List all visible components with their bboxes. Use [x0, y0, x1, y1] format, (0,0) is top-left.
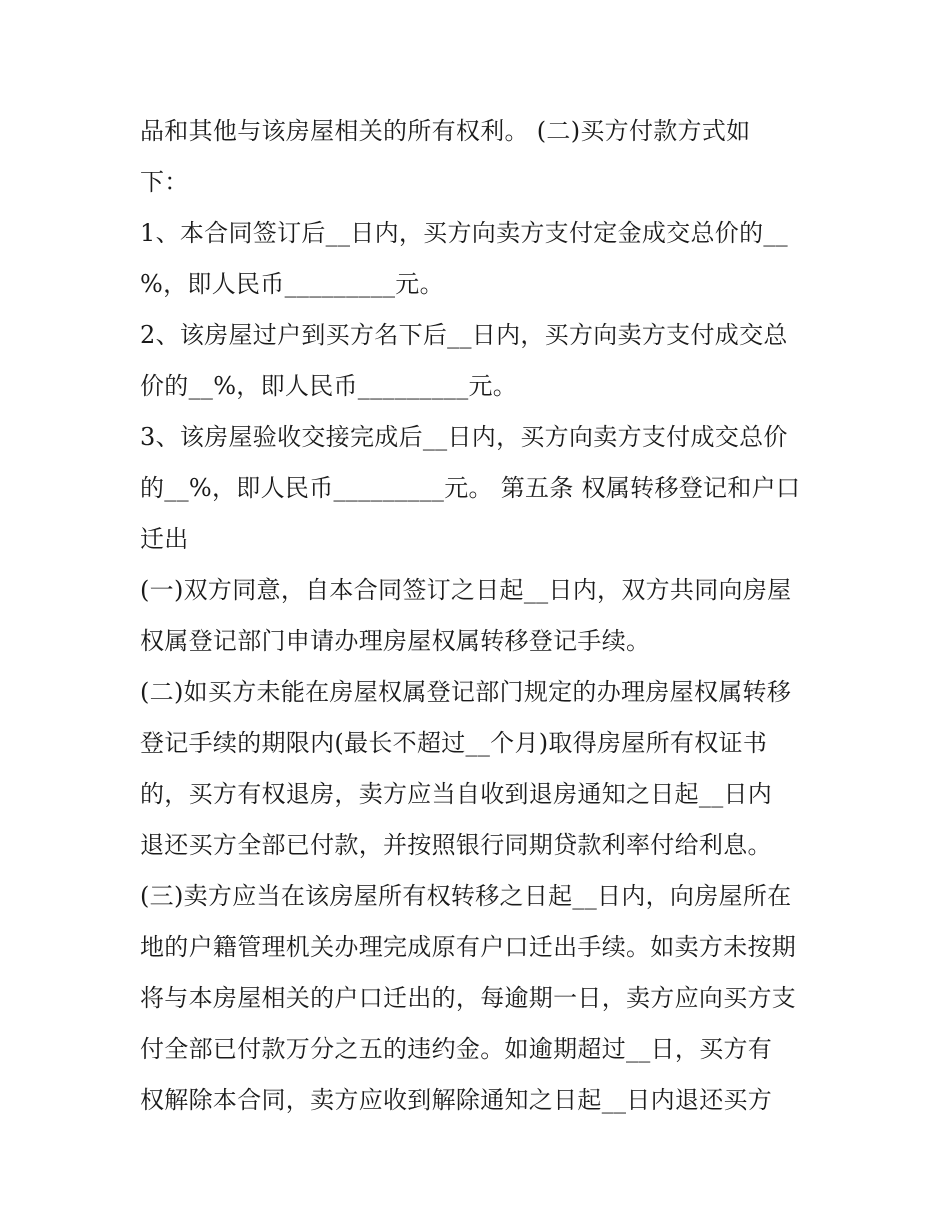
- text-line: (三)卖方应当在该房屋所有权转移之日起__日内，向房屋所在: [140, 882, 792, 910]
- text-line: 价的__%，即人民币_________元。: [140, 372, 518, 400]
- text-line: 权解除本合同，卖方应收到解除通知之日起__日内退还买方: [140, 1086, 773, 1114]
- text-line: %，即人民币_________元。: [140, 270, 444, 298]
- text-line: 的，买方有权退房，卖方应当自收到退房通知之日起__日内: [140, 780, 773, 808]
- text-line: 退还买方全部已付款，并按照银行同期贷款利率付给利息。: [140, 831, 772, 859]
- text-line: 付全部已付款万分之五的违约金。如逾期超过__日，买方有: [140, 1035, 773, 1063]
- text-line: (二)如买方未能在房屋权属登记部门规定的办理房屋权属转移: [140, 678, 792, 706]
- text-line: 2、该房屋过户到买方名下后__日内，买方向卖方支付成交总: [140, 321, 788, 349]
- text-line: 权属登记部门申请办理房屋权属转移登记手续。: [140, 627, 651, 655]
- text-line: 迁出: [140, 525, 189, 553]
- text-line: 登记手续的期限内(最长不超过__个月)取得房屋所有权证书: [140, 729, 768, 757]
- text-line: 3、该房屋验收交接完成后__日内，买方向卖方支付成交总价: [140, 423, 788, 451]
- text-line: 1、本合同签订后__日内，买方向卖方支付定金成交总价的__: [140, 219, 788, 247]
- contract-text: [140, 106, 820, 1126]
- text-line: 将与本房屋相关的户口迁出的，每逾期一日，卖方应向买方支: [140, 984, 797, 1012]
- text-line: 下：: [140, 168, 189, 196]
- text-line: 地的户籍管理机关办理完成原有户口迁出手续。如卖方未按期: [140, 933, 797, 961]
- text-line: 品和其他与该房屋相关的所有权利。 (二)买方付款方式如: [140, 117, 751, 145]
- text-line: (一)双方同意，自本合同签订之日起__日内，双方共同向房屋: [140, 576, 792, 604]
- text-line: 的__%，即人民币_________元。 第五条 权属转移登记和户口: [140, 474, 801, 502]
